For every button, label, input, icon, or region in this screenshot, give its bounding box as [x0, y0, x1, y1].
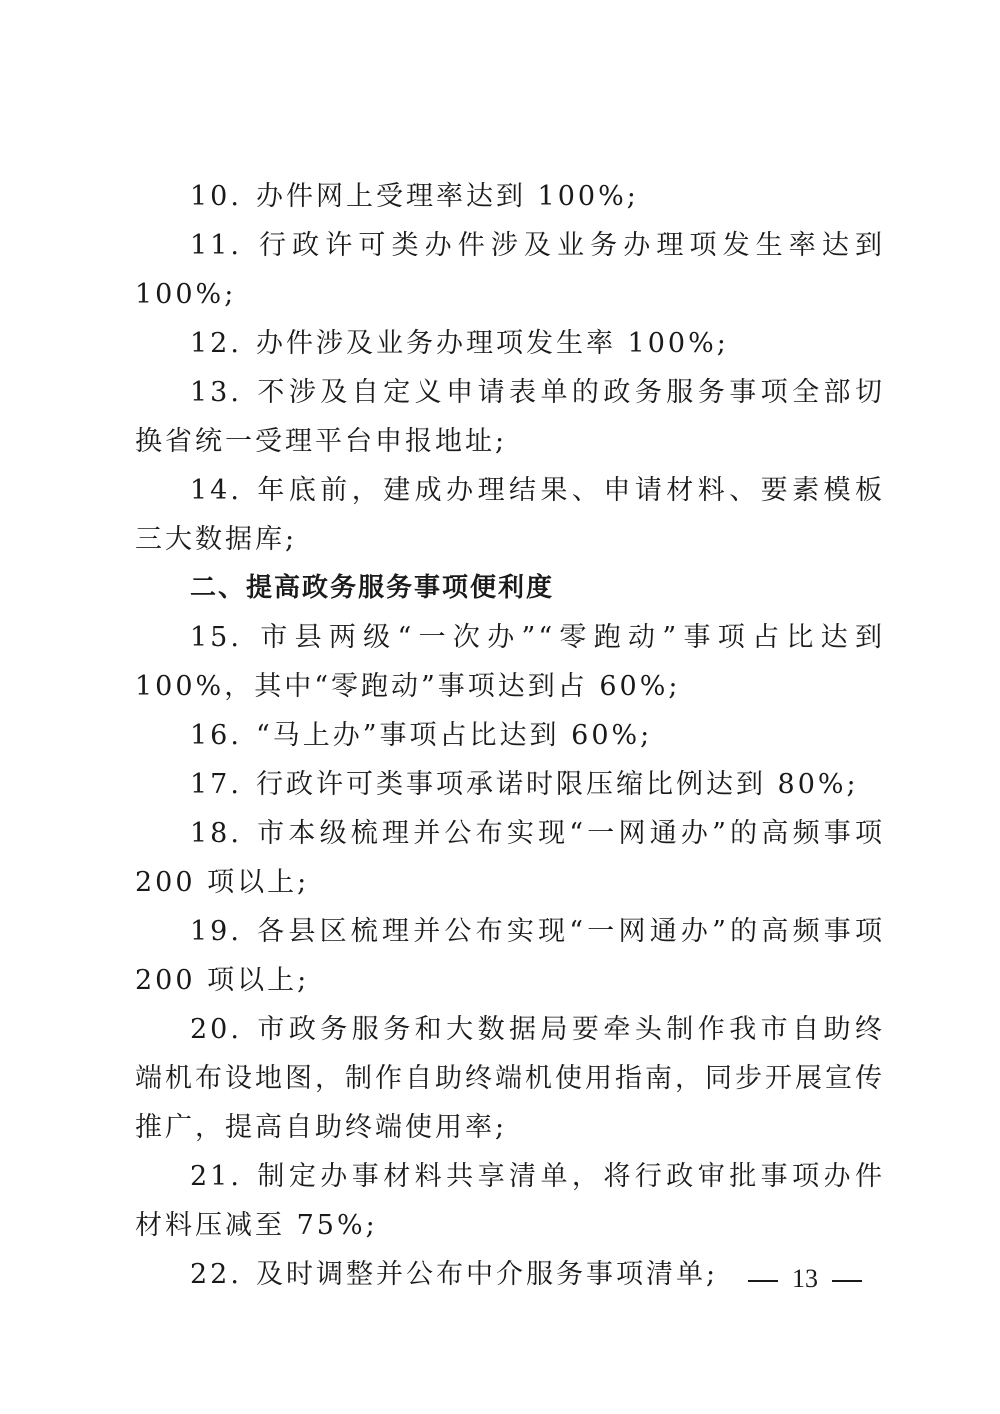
item-number: 10. — [190, 181, 242, 212]
item-number: 16. — [190, 720, 242, 751]
item-text: 市县两级“一次办”“零跑动”事项占比达到 100%，其中“零跑动”事项达到占 60%; — [135, 622, 885, 702]
item-text: 行政许可类办件涉及业务办理项发生率达到 100%; — [135, 230, 885, 310]
item-number: 12. — [190, 328, 242, 359]
item-number: 15. — [190, 622, 242, 653]
list-item-11 — [135, 221, 885, 319]
list-item-10 — [135, 172, 885, 221]
item-text: 办件网上受理率达到 100%; — [255, 181, 639, 212]
list-item-13 — [135, 368, 885, 466]
page-footer — [740, 1262, 870, 1296]
item-number: 21. — [190, 1161, 242, 1192]
item-text: 不涉及自定义申请表单的政务服务事项全部切换省统一受理平台申报地址; — [135, 377, 885, 457]
item-text: 年底前，建成办理结果、申请材料、要素模板三大数据库; — [135, 475, 885, 555]
list-item-18 — [135, 809, 885, 907]
list-item-12 — [135, 319, 885, 368]
item-text: 市本级梳理并公布实现“一网通办”的高频事项 200 项以上; — [135, 818, 885, 898]
footer-dash-left — [748, 1280, 778, 1282]
item-text: 各县区梳理并公布实现“一网通办”的高频事项 200 项以上; — [135, 916, 885, 996]
list-item-16 — [135, 711, 885, 760]
item-text: 办件涉及业务办理项发生率 100%; — [255, 328, 729, 359]
page-number: 13 — [792, 1264, 818, 1293]
item-text: “马上办”事项占比达到 60%; — [255, 720, 653, 751]
item-number: 19. — [190, 916, 242, 947]
item-text: 市政务服务和大数据局要牵头制作我市自助终端机布设地图，制作自助终端机使用指南，同步开展宣传推广，提高自助终端使用率; — [135, 1014, 885, 1143]
item-number: 18. — [190, 818, 242, 849]
item-text: 及时调整并公布中介服务事项清单; — [255, 1259, 719, 1290]
item-number: 22. — [190, 1259, 242, 1290]
section-heading: 二、提高政务服务事项便利度 — [190, 573, 555, 603]
list-item-19 — [135, 907, 885, 1005]
item-number: 11. — [190, 230, 242, 261]
item-text: 行政许可类事项承诺时限压缩比例达到 80%; — [255, 769, 859, 800]
document-body — [135, 172, 885, 1299]
list-item-20 — [135, 1005, 885, 1152]
item-number: 17. — [190, 769, 242, 800]
item-number: 20. — [190, 1014, 242, 1045]
list-item-21 — [135, 1152, 885, 1250]
footer-dash-right — [832, 1280, 862, 1282]
list-item-14 — [135, 466, 885, 564]
item-number: 14. — [190, 475, 242, 506]
list-item-17 — [135, 760, 885, 809]
item-number: 13. — [190, 377, 242, 408]
list-item-15 — [135, 613, 885, 711]
item-text: 制定办事材料共享清单，将行政审批事项办件材料压减至 75%; — [135, 1161, 885, 1241]
